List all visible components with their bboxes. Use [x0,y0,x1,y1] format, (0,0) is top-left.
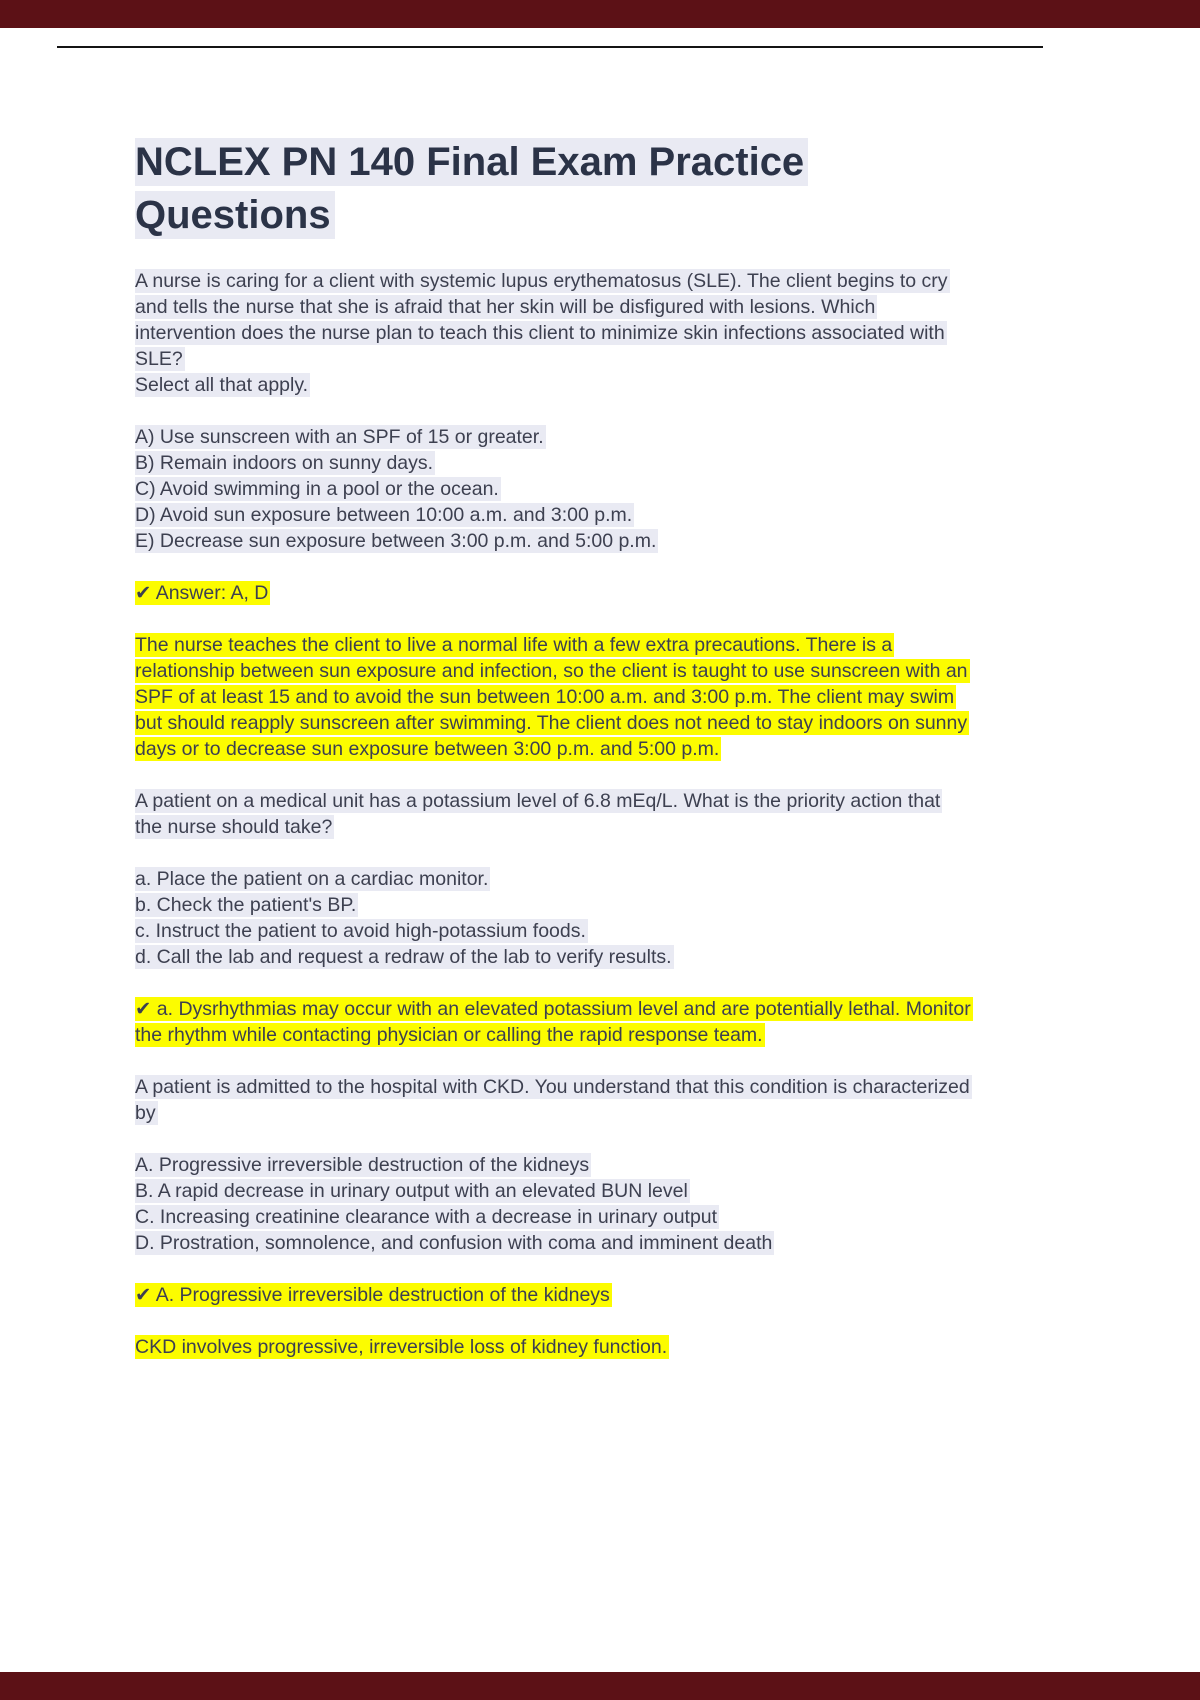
top-edge-bar [0,0,1200,28]
option-line: D. Prostration, somnolence, and confusion with coma and imminent death [135,1232,773,1254]
explanation-text: The nurse teaches the client to live a normal life with a few extra precautions. There is a relationship between sun exposure and infection, so the client is taught to use sunscreen with an SPF of at least 15 and to avoid the sun between 10:00 a.m. and 3:00 p.m. The client may swim but should reapply sunscreen after swimming. The client does not need to stay indoors on sunny days or to decrease sun exposure between 3:00 p.m. and 5:00 p.m. [135,634,968,760]
option-line: a. Place the patient on a cardiac monitor. [135,868,489,890]
question-stem: A patient on a medical unit has a potassium level of 6.8 mEq/L. What is the priority action that the nurse should take? [135,790,941,838]
header-rule [57,46,1043,48]
option-line: C) Avoid swimming in a pool or the ocean. [135,478,499,500]
options-list [135,1152,971,1256]
question-block-3 [135,1074,971,1360]
question-note: Select all that apply. [135,374,309,396]
option-line: B. A rapid decrease in urinary output with an elevated BUN level [135,1180,688,1202]
options-list [135,424,971,554]
option-line: A) Use sunscreen with an SPF of 15 or greater. [135,426,544,448]
bottom-edge-bar [0,1672,1200,1700]
question-block-2 [135,788,971,1048]
options-list [135,866,971,970]
answer-text: A. Progressive irreversible destruction of the kidneys [155,1284,610,1306]
option-line: c. Instruct the patient to avoid high-potassium foods. [135,920,586,942]
option-line: d. Call the lab and request a redraw of the lab to verify results. [135,946,672,968]
answer-line [135,996,971,1048]
option-line: E) Decrease sun exposure between 3:00 p.m. and 5:00 p.m. [135,530,657,552]
answer-line [135,580,971,606]
option-line: D) Avoid sun exposure between 10:00 a.m. and 3:00 p.m. [135,504,633,526]
answer-text: Answer: A, D [155,582,269,604]
answer-line [135,1282,971,1308]
page-content [135,136,971,1386]
question-block-1 [135,268,971,762]
question-stem: A nurse is caring for a client with systemic lupus erythematosus (SLE). The client begins to cry and tells the nurse that she is afraid that her skin will be disfigured with lesions. Which intervention does the nurse plan to teach this client to minimize skin infections associated with SLE? Select all that apply. [135,270,948,396]
checkmark-icon: ✔ [135,998,152,1020]
option-line: A. Progressive irreversible destruction of the kidneys [135,1154,590,1176]
option-line: B) Remain indoors on sunny days. [135,452,434,474]
question-stem: A patient is admitted to the hospital with CKD. You understand that this condition is characterized by [135,1076,970,1124]
page-title: NCLEX PN 140 Final Exam Practice Questions [135,136,971,242]
option-line: C. Increasing creatinine clearance with a decrease in urinary output [135,1206,718,1228]
checkmark-icon: ✔ [135,582,152,604]
explanation-text: CKD involves progressive, irreversible loss of kidney function. [135,1336,668,1358]
checkmark-icon: ✔ [135,1284,152,1306]
answer-text: a. Dysrhythmias may occur with an elevated potassium level and are potentially lethal. Monitor the rhythm while contacting physician or calling the rapid response team. [135,998,971,1046]
option-line: b. Check the patient's BP. [135,894,357,916]
